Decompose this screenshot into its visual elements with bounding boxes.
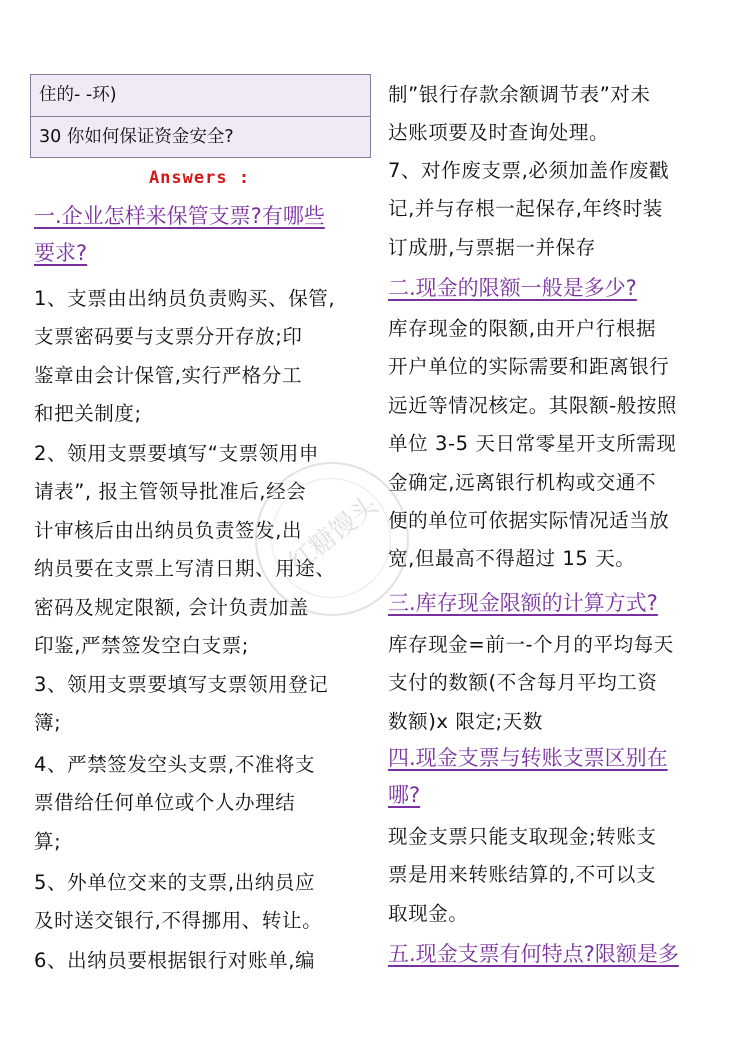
paragraph-1	[34, 280, 335, 434]
paragraph-4	[34, 746, 315, 861]
section-heading-4	[388, 740, 668, 814]
text-line: 远近等情况核定。其限额-般按照	[388, 393, 678, 417]
paragraph-2	[34, 435, 336, 665]
text-line: 开户单位的实际需要和距离银行	[388, 355, 670, 379]
heading-line: 哪?	[388, 783, 421, 807]
heading-line: 四.现金支票与转账支票区别在	[388, 746, 668, 770]
text-line: 4、严禁签发空头支票,不准将支	[34, 753, 316, 776]
text-line: 票借给任何单位或个人办理结	[34, 791, 296, 815]
paragraph-cash-limit	[388, 310, 677, 579]
text-line: 1、支票由出纳员负责购买、保管,	[34, 287, 336, 310]
section-heading-3: 三.库存现金限额的计算方式?	[388, 591, 658, 615]
section-heading-5: 五.现金支票有何特点?限额是多	[388, 942, 679, 966]
text-line: 库存现金的限额,由开户行根据	[388, 317, 657, 340]
text-line: 宽,但最高不得超过 15 天。	[388, 547, 636, 571]
text-line: 便的单位可依据实际情况适当放	[388, 509, 670, 533]
text-line: 印鉴,严禁签发空白支票;	[34, 634, 249, 658]
text-line: 2、领用支票要填写“支票领用申	[34, 442, 320, 465]
text-line: 制”银行存款余额调节表”对未	[388, 83, 651, 106]
answers-label: Answers :	[148, 168, 251, 188]
text-line: 票是用来转账结算的,不可以支	[388, 863, 657, 887]
text-line: 库存现金=前一-个月的平均每天	[388, 633, 674, 656]
text-line: 7、对作废支票,必须加盖作废戳	[388, 159, 670, 182]
text-line: 簿;	[34, 711, 62, 735]
heading-line: 一.企业怎样来保管支票?有哪些	[34, 204, 325, 228]
heading-line: 要求?	[34, 241, 88, 265]
text-line: 6、出纳员要根据银行对账单,编	[34, 949, 316, 972]
text-line: 取现金。	[388, 901, 469, 925]
text-line: 达账项要及时查询处理。	[388, 121, 610, 145]
watermark-text: 红糖馒头	[283, 490, 384, 579]
paragraph-7	[388, 152, 669, 267]
text-line: 请表”, 报主管领导批准后,经会	[34, 480, 307, 504]
text-line: 计审核后由出纳员负责签发,出	[34, 518, 303, 542]
question-row: 30 你如何保证资金安全?	[31, 116, 370, 157]
text-line: 订成册,与票据一并保存	[388, 235, 596, 259]
text-line: 和把关制度;	[34, 402, 142, 426]
text-line: 支票密码要与支票分开存放;印	[34, 325, 303, 349]
paragraph-3	[34, 666, 328, 743]
paragraph-5	[34, 864, 322, 941]
text-line: 及时送交银行,不得挪用、转让。	[34, 909, 323, 933]
text-line: 现金支票只能支取现金;转账支	[388, 825, 657, 848]
section-heading-1	[34, 198, 325, 272]
paragraph-6	[34, 942, 315, 980]
text-line: 支付的数额(不含每月平均工资	[388, 671, 658, 695]
section-heading-2: 二.现金的限额一般是多少?	[388, 276, 637, 300]
text-line: 数额)x 限定;天数	[388, 709, 543, 733]
paragraph-6-continued	[388, 76, 651, 153]
text-line: 5、外单位交来的支票,出纳员应	[34, 871, 316, 894]
question-table	[30, 74, 371, 158]
text-line: 纳员要在支票上写清日期、用途、	[34, 557, 336, 581]
text-line: 算;	[34, 829, 62, 853]
paragraph-cheque-difference	[388, 818, 656, 933]
text-line: 单位 3-5 天日常零星开支所需现	[388, 432, 677, 456]
question-row: 住的- -环)	[39, 85, 117, 105]
text-line: 记,并与存根一起保存,年终时装	[388, 197, 663, 221]
text-line: 3、领用支票要填写支票领用登记	[34, 673, 329, 696]
paragraph-limit-formula	[388, 626, 674, 741]
text-line: 金确定,远离银行机构或交通不	[388, 470, 657, 494]
text-line: 密码及规定限额, 会计负责加盖	[34, 595, 309, 619]
text-line: 鉴章由会计保管,实行严格分工	[34, 363, 303, 387]
